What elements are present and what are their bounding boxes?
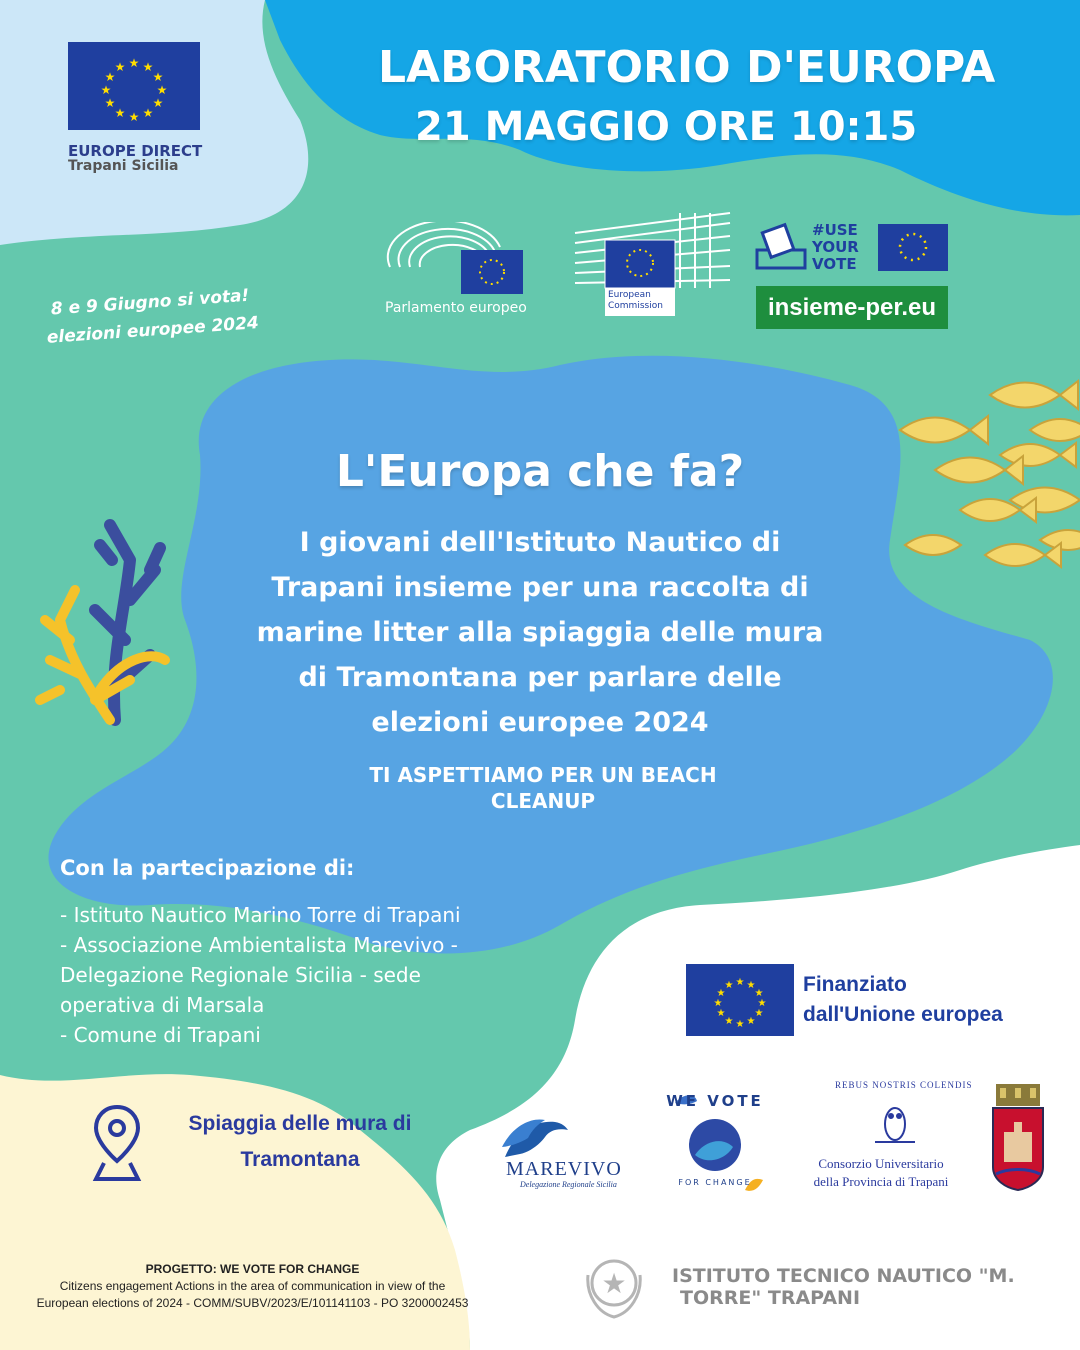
- cta-text: [243, 762, 843, 814]
- eu-flag-logo: [68, 42, 200, 130]
- your-text: YOUR: [812, 238, 859, 256]
- commission-label-1: European: [608, 290, 651, 300]
- participant-line-4: operativa di Marsala: [60, 993, 265, 1017]
- participant-line-5: - Comune di Trapani: [60, 1023, 261, 1047]
- consorzio-line-2: della Provincia di Trapani: [813, 1174, 949, 1189]
- svg-text:★: ★: [152, 70, 164, 84]
- main-heading: L'Europa che fa?: [335, 446, 745, 497]
- svg-text:★: ★: [735, 1019, 745, 1030]
- participation-list: [60, 900, 461, 1050]
- parliament-hemicycle-icon: [385, 222, 527, 298]
- svg-text:★: ★: [716, 988, 726, 999]
- cta-line-1: TI ASPETTIAMO PER UN BEACH: [369, 763, 717, 787]
- svg-text:★: ★: [724, 980, 734, 991]
- commission-label-2: Commission: [608, 301, 663, 311]
- svg-text:★: ★: [104, 96, 116, 110]
- school-line-2: TORRE" TRAPANI: [680, 1287, 861, 1309]
- svg-text:★: ★: [746, 980, 756, 991]
- marevivo-name: MAREVIVO: [506, 1158, 622, 1180]
- eu-stars-icon: [68, 42, 200, 130]
- ballot-box-icon: [754, 222, 809, 272]
- svg-text:★: ★: [724, 1016, 734, 1027]
- project-line-2: European elections of 2024 - COMM/SUBV/2023/E/101141103 - PO 3200002453: [36, 1296, 469, 1310]
- consorzio-line-1: Consorzio Universitario: [818, 1156, 944, 1171]
- vote-text: VOTE: [812, 255, 857, 273]
- location-text: [160, 1106, 440, 1178]
- svg-text:★: ★: [716, 1008, 726, 1019]
- eu-stars-icon-funding: [686, 964, 794, 1036]
- main-body: [200, 520, 880, 745]
- eu-flag-small: [878, 224, 948, 271]
- event-title: LABORATORIO D'EUROPA: [378, 42, 996, 93]
- use-your-vote-text: [812, 222, 859, 273]
- location-line-2: Tramontana: [240, 1148, 360, 1171]
- vote-note-line1: 8 e 9 Giugno si vota!: [50, 285, 250, 320]
- school-name: [672, 1265, 1015, 1309]
- svg-text:★: ★: [100, 83, 112, 97]
- location-pin-icon: [92, 1103, 142, 1183]
- consorzio-motto: REBUS NOSTRIS COLENDIS: [835, 1080, 973, 1090]
- europe-direct-name: EUROPE DIRECT: [68, 142, 203, 160]
- marevivo-sub: Delegazione Regionale Sicilia: [520, 1180, 617, 1189]
- svg-text:★: ★: [754, 1008, 764, 1019]
- consorzio-text: [800, 1155, 962, 1191]
- body-line-1: I giovani dell'Istituto Nautico di: [299, 527, 781, 558]
- body-line-4: di Tramontana per parlare delle: [298, 662, 782, 693]
- we-vote-bottom: FOR CHANGE: [678, 1178, 752, 1187]
- body-line-2: Trapani insieme per una raccolta di: [271, 572, 809, 603]
- funding-line-2: dall'Unione europea: [803, 1003, 1003, 1026]
- svg-text:★: ★: [128, 56, 140, 70]
- svg-text:★: ★: [104, 70, 116, 84]
- cta-line-2: CLEANUP: [490, 789, 596, 813]
- funding-line-1: Finanziato: [803, 973, 907, 996]
- svg-text:★: ★: [746, 1016, 756, 1027]
- location-line-1: Spiaggia delle mura di: [188, 1112, 412, 1135]
- svg-text:★: ★: [114, 60, 126, 74]
- participant-line-1: - Istituto Nautico Marino Torre di Trapani: [60, 903, 461, 927]
- svg-text:★: ★: [142, 60, 154, 74]
- parliament-label: Parlamento europeo: [385, 300, 527, 316]
- owl-icon: [865, 1090, 925, 1150]
- italian-emblem-icon: [578, 1245, 650, 1325]
- svg-text:★: ★: [757, 998, 767, 1009]
- we-vote-top: WE VOTE: [666, 1092, 764, 1110]
- svg-text:★: ★: [114, 106, 126, 120]
- svg-text:★: ★: [156, 83, 168, 97]
- svg-text:★: ★: [735, 977, 745, 988]
- funding-eu-flag: [686, 964, 794, 1036]
- school-line-1: ISTITUTO TECNICO NAUTICO "M.: [672, 1265, 1015, 1287]
- participant-line-2: - Associazione Ambientalista Marevivo -: [60, 933, 458, 957]
- project-heading: PROGETTO: WE VOTE FOR CHANGE: [145, 1262, 360, 1276]
- svg-text:★: ★: [152, 96, 164, 110]
- svg-text:★: ★: [128, 110, 140, 124]
- insieme-logo: insieme-per.eu: [756, 286, 948, 329]
- europe-direct-location: Trapani Sicilia: [68, 158, 179, 174]
- participation-heading: Con la partecipazione di:: [60, 856, 355, 880]
- vote-note-line2: elezioni europee 2024: [46, 313, 260, 348]
- eu-stars-icon-small: [878, 224, 948, 271]
- svg-text:★: ★: [142, 106, 154, 120]
- event-date-time: 21 MAGGIO ORE 10:15: [415, 104, 918, 150]
- participant-line-3: Delegazione Regionale Sicilia - sede: [60, 963, 421, 987]
- comune-crest-icon: [990, 1082, 1046, 1192]
- body-line-3: marine litter alla spiaggia delle mura: [256, 617, 824, 648]
- parliament-logo: [385, 222, 527, 298]
- svg-text:★: ★: [713, 998, 723, 1009]
- project-line-1: Citizens engagement Actions in the area of communication in view of the: [59, 1279, 446, 1293]
- svg-text:★: ★: [754, 988, 764, 999]
- svg-text:★: ★: [601, 1267, 627, 1300]
- body-line-5: elezioni europee 2024: [371, 707, 709, 738]
- funding-text: [803, 970, 1003, 1030]
- project-info: [5, 1261, 500, 1312]
- use-text: #USE: [812, 221, 858, 239]
